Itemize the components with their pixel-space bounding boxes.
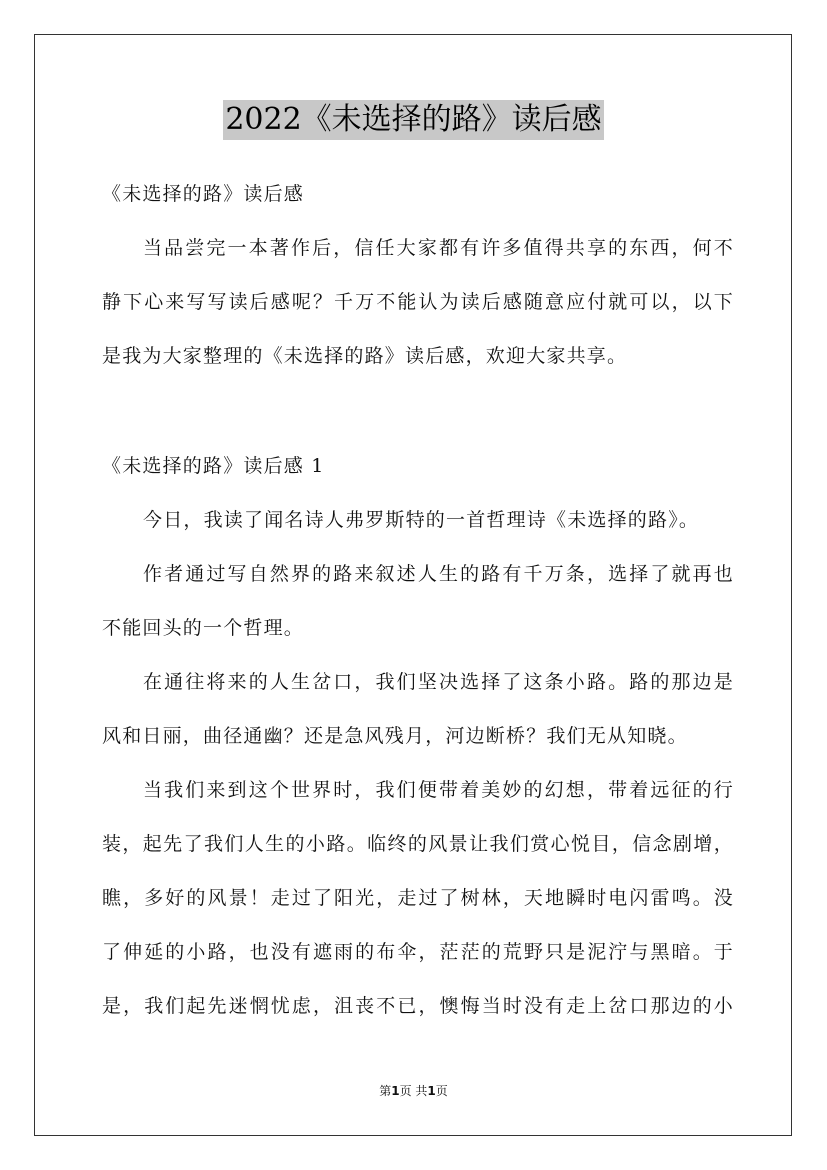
paragraph-line: 装，起先了我们人生的小路。临终的风景让我们赏心悦目，信念剧增， (102, 833, 734, 855)
paragraph-line: 今日，我读了闻名诗人弗罗斯特的一首哲理诗《未选择的路》。 (143, 509, 700, 531)
page-footer (0, 1083, 827, 1099)
section-heading-intro: 《未选择的路》读后感 (102, 183, 305, 205)
document-title: 2022《未选择的路》读后感 (223, 100, 603, 140)
paragraph-line: 当品尝完一本著作后，信任大家都有许多值得共享的东西，何不 (143, 237, 734, 259)
paragraph-line: 在通往将来的人生岔口，我们坚决选择了这条小路。路的那边是 (143, 671, 734, 693)
paragraph-line: 了伸延的小路，也没有遮雨的布伞，茫茫的荒野只是泥泞与黑暗。于 (102, 941, 734, 963)
title-container (0, 100, 827, 140)
footer-prefix: 第 (379, 1084, 392, 1098)
paragraph-line: 是我为大家整理的《未选择的路》读后感，欢迎大家共享。 (102, 345, 628, 367)
footer-mid: 页 共 (399, 1084, 428, 1098)
paragraph-line: 风和日丽，曲径通幽？还是急风残月，河边断桥？我们无从知晓。 (102, 725, 688, 747)
footer-total-pages: 1 (427, 1084, 436, 1098)
paragraph-line: 瞧，多好的风景！走过了阳光，走过了树林，天地瞬时电闪雷鸣。没 (102, 887, 734, 909)
footer-current-page: 1 (391, 1084, 400, 1098)
paragraph-line: 是，我们起先迷惘忧虑，沮丧不已，懊悔当时没有走上岔口那边的小 (102, 995, 734, 1017)
paragraph-line: 作者通过写自然界的路来叙述人生的路有千万条，选择了就再也 (143, 563, 734, 585)
paragraph-line: 不能回头的一个哲理。 (102, 617, 305, 639)
footer-suffix: 页 (435, 1084, 448, 1098)
paragraph-line: 静下心来写写读后感呢？千万不能认为读后感随意应付就可以，以下 (102, 291, 734, 313)
paragraph-line: 当我们来到这个世界时，我们便带着美妙的幻想，带着远征的行 (143, 779, 734, 801)
section-heading-1: 《未选择的路》读后感 1 (102, 455, 325, 477)
